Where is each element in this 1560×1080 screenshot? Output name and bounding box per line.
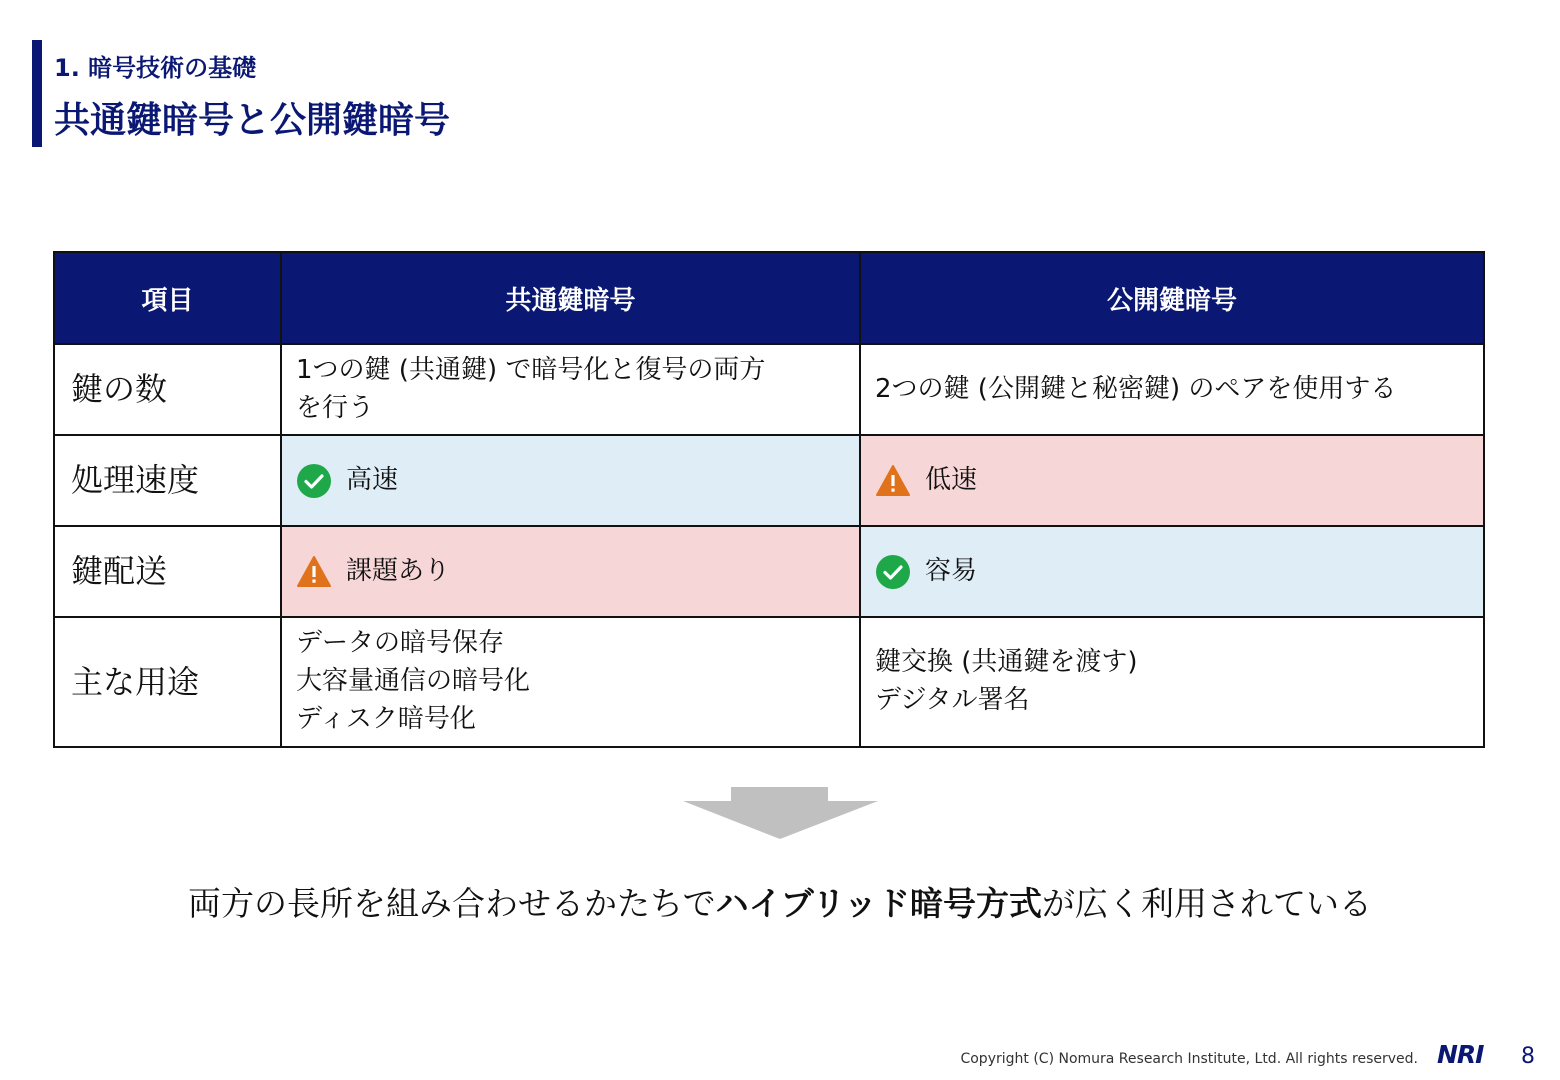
- cell-public-key-count: [860, 344, 1484, 435]
- cell-public-key-distribution: [860, 526, 1484, 617]
- copyright-notice: Copyright (C) Nomura Research Institute, Ltd. All rights reserved.: [960, 1051, 1418, 1067]
- table-header-row: [54, 252, 1484, 344]
- cell-public-speed: [860, 435, 1484, 526]
- cell-common-key-distribution: [281, 526, 860, 617]
- section-label: 1. 暗号技術の基礎: [54, 54, 257, 82]
- status-text: 高速: [346, 464, 399, 495]
- cell-common-main-uses: [281, 617, 860, 747]
- check-circle-icon: [296, 463, 332, 499]
- table-row-key-distribution: [54, 526, 1484, 617]
- conclusion-emphasis: ハイブリッド暗号方式: [715, 884, 1043, 923]
- check-circle-icon: [875, 554, 911, 590]
- status-text: 低速: [925, 464, 978, 495]
- conclusion-text: [0, 878, 1560, 925]
- column-header-public-key: 公開鍵暗号: [860, 252, 1484, 344]
- row-label-key-distribution: 鍵配送: [54, 526, 281, 617]
- row-label-key-count: 鍵の数: [54, 344, 281, 435]
- warning-triangle-icon: [296, 554, 332, 590]
- cell-text-line: デジタル署名: [875, 685, 1030, 715]
- page-title: 共通鍵暗号と公開鍵暗号: [54, 100, 451, 141]
- conclusion-lead: 両方の長所を組み合わせるかたちで: [187, 884, 716, 923]
- table-row-main-uses: [54, 617, 1484, 747]
- cell-text-line: 2つの鍵 (公開鍵と秘密鍵) のペアを使用する: [875, 373, 1397, 404]
- status-text: 課題あり: [346, 555, 451, 586]
- nri-logo: NRI: [1437, 1040, 1484, 1069]
- cell-common-key-count: [281, 344, 860, 435]
- cell-common-speed: [281, 435, 860, 526]
- title-accent-bar: [32, 40, 42, 147]
- table-row-speed: [54, 435, 1484, 526]
- page-number: 8: [1521, 1044, 1535, 1069]
- cell-public-main-uses: [860, 617, 1484, 747]
- table-row-key-count: [54, 344, 1484, 435]
- cell-text-line: 鍵交換 (共通鍵を渡す): [875, 647, 1138, 678]
- cell-text-line: データの暗号保存: [296, 628, 505, 659]
- cell-text-line: を行う: [296, 392, 375, 423]
- conclusion-tail: が広く利用されている: [1042, 884, 1373, 923]
- row-label-speed: 処理速度: [54, 435, 281, 526]
- cell-text-line: ディスク暗号化: [296, 703, 476, 734]
- cell-text-line: 大容量通信の暗号化: [296, 666, 531, 697]
- comparison-table: [53, 251, 1485, 748]
- down-arrow-icon: [683, 787, 878, 839]
- cell-text-line: 1つの鍵 (共通鍵) で暗号化と復号の両方: [296, 354, 766, 385]
- row-label-main-uses: 主な用途: [54, 617, 281, 747]
- status-text: 容易: [925, 555, 978, 586]
- column-header-item: 項目: [54, 252, 281, 344]
- warning-triangle-icon: [875, 463, 911, 499]
- column-header-common-key: 共通鍵暗号: [281, 252, 860, 344]
